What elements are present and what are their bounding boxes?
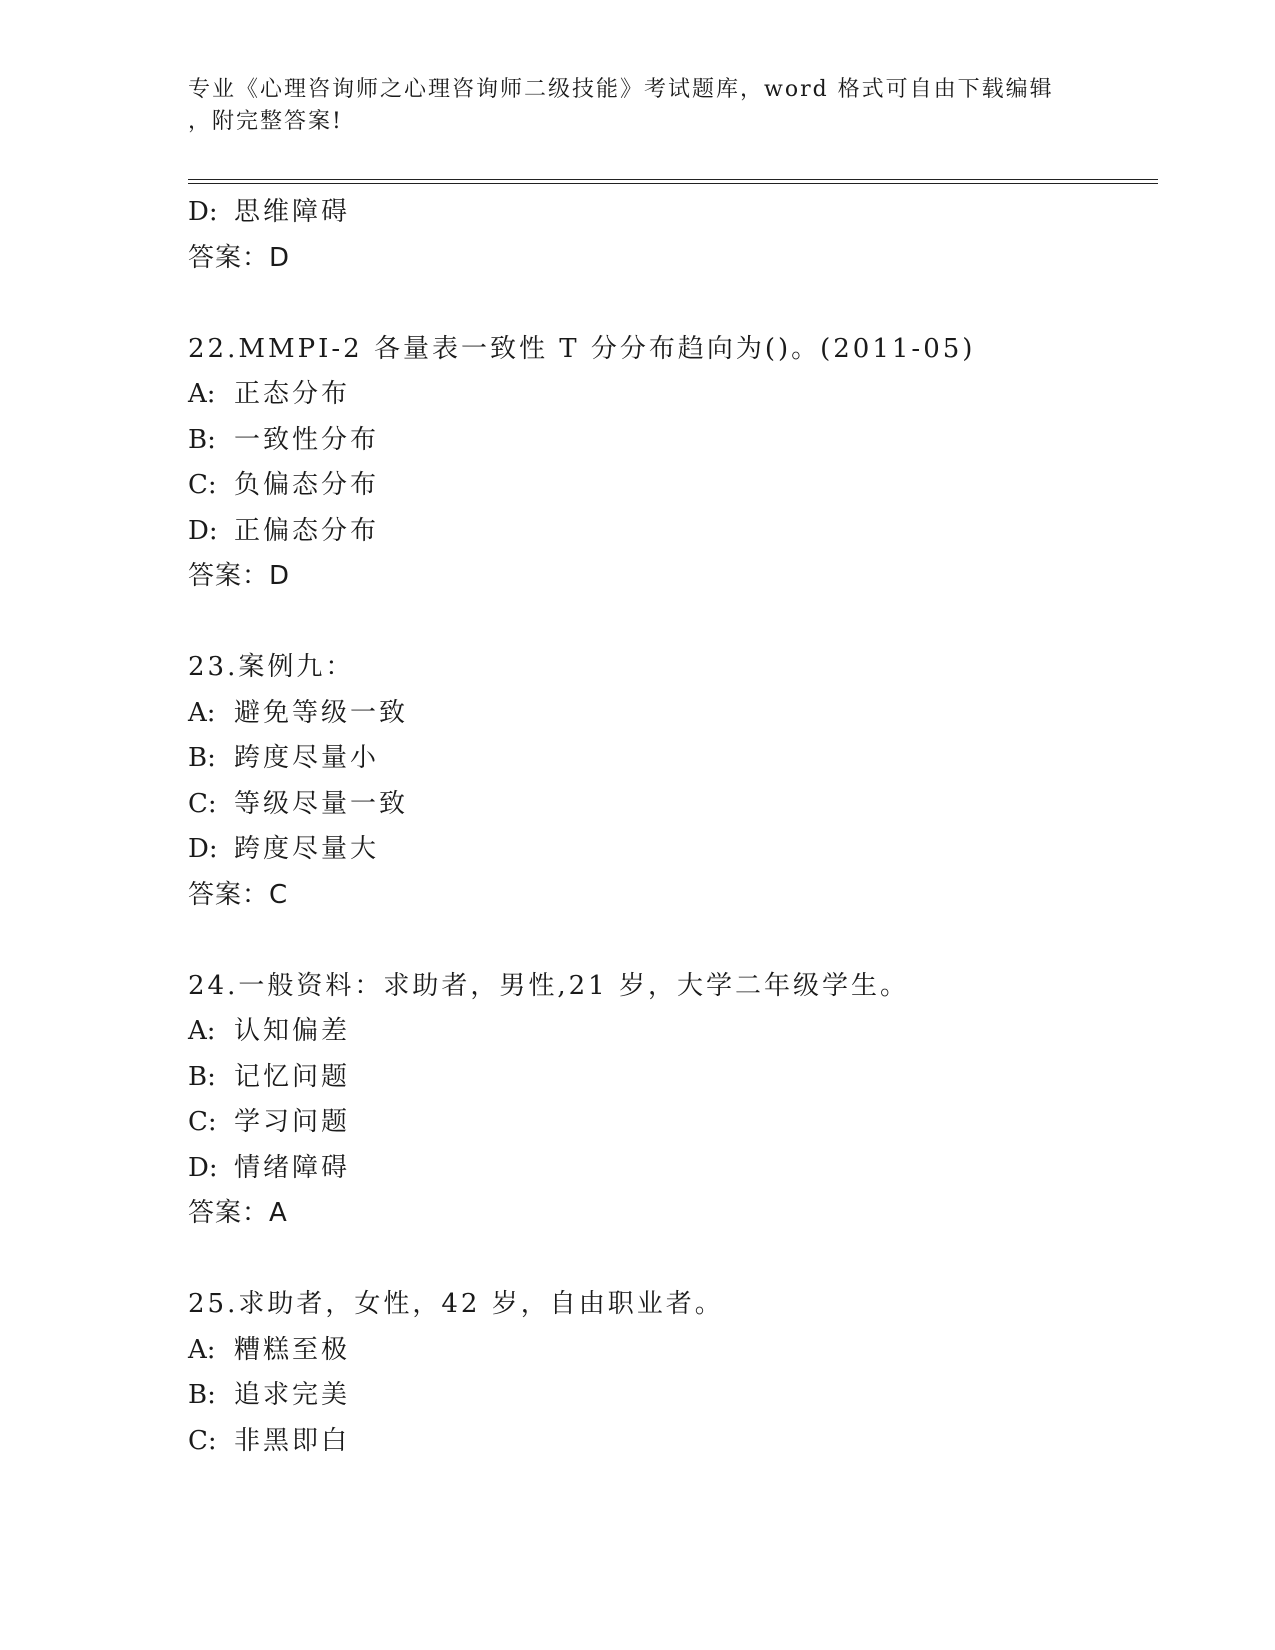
answer-line: 答案：C [188, 879, 289, 910]
question-list [188, 190, 1148, 1464]
document-header [188, 74, 1088, 138]
option-text: 非黑即白 [234, 1425, 351, 1456]
option-text: 认知偏差 [234, 1016, 351, 1046]
option-row [188, 372, 1148, 418]
header-line-2: ，附完整答案! [188, 109, 343, 134]
option-text: 追求完美 [234, 1380, 351, 1410]
option-text: 等级尽量一致 [234, 788, 409, 819]
option-letter: A: [188, 1016, 216, 1046]
option-text: 一致性分布 [234, 424, 380, 455]
option-row [188, 827, 1148, 873]
option-letter: B: [188, 424, 216, 455]
option-row [188, 1146, 1148, 1192]
option-row [188, 463, 1148, 509]
option-letter: C: [188, 788, 217, 819]
option-row [188, 1328, 1148, 1374]
option-row [188, 418, 1148, 464]
option-letter: C: [188, 1107, 217, 1137]
option-letter: C: [188, 1425, 217, 1456]
question-stem: 23.案例九： [188, 652, 355, 682]
option-row [188, 1373, 1148, 1419]
option-row [188, 1100, 1148, 1146]
option-row [188, 1055, 1148, 1101]
option-row [188, 736, 1148, 782]
option-row [188, 1419, 1148, 1465]
option-row [188, 190, 1148, 236]
option-letter: A: [188, 379, 216, 409]
option-text: 跨度尽量大 [234, 834, 380, 864]
answer-line: 答案：D [188, 242, 291, 273]
option-text: 情绪障碍 [234, 1152, 351, 1183]
option-text: 学习问题 [234, 1107, 351, 1137]
question-stem: 22.MMPI-2 各量表一致性 T 分分布趋向为()。(2011-05) [188, 333, 976, 364]
option-row [188, 782, 1148, 828]
option-text: 正态分布 [234, 379, 351, 409]
header-divider-bottom [188, 183, 1158, 184]
option-letter: B: [188, 1380, 216, 1410]
option-letter: B: [188, 743, 216, 773]
header-divider-top [188, 179, 1158, 180]
answer-line: 答案：A [188, 1198, 288, 1228]
option-text: 跨度尽量小 [234, 743, 380, 773]
answer-line: 答案：D [188, 561, 291, 591]
option-letter: A: [188, 697, 216, 728]
option-letter: D: [188, 1152, 218, 1183]
option-text: 负偏态分布 [234, 470, 380, 500]
option-letter: B: [188, 1061, 216, 1092]
option-text: 糟糕至极 [234, 1334, 351, 1365]
option-text: 思维障碍 [234, 197, 351, 227]
question-stem: 25.求助者，女性，42 岁，自由职业者。 [188, 1289, 724, 1319]
option-letter: D: [188, 834, 218, 864]
option-text: 记忆问题 [234, 1061, 351, 1092]
option-text: 避免等级一致 [234, 697, 409, 728]
header-line-1: 专业《心理咨询师之心理咨询师二级技能》考试题库，word 格式可自由下载编辑 [188, 77, 1054, 102]
option-letter: D: [188, 197, 218, 227]
option-letter: C: [188, 470, 217, 500]
option-text: 正偏态分布 [234, 515, 380, 546]
option-row [188, 691, 1148, 737]
option-row [188, 509, 1148, 555]
option-letter: A: [188, 1334, 216, 1365]
question-stem: 24.一般资料：求助者，男性,21 岁，大学二年级学生。 [188, 970, 909, 1001]
option-letter: D: [188, 515, 218, 546]
option-row [188, 1009, 1148, 1055]
